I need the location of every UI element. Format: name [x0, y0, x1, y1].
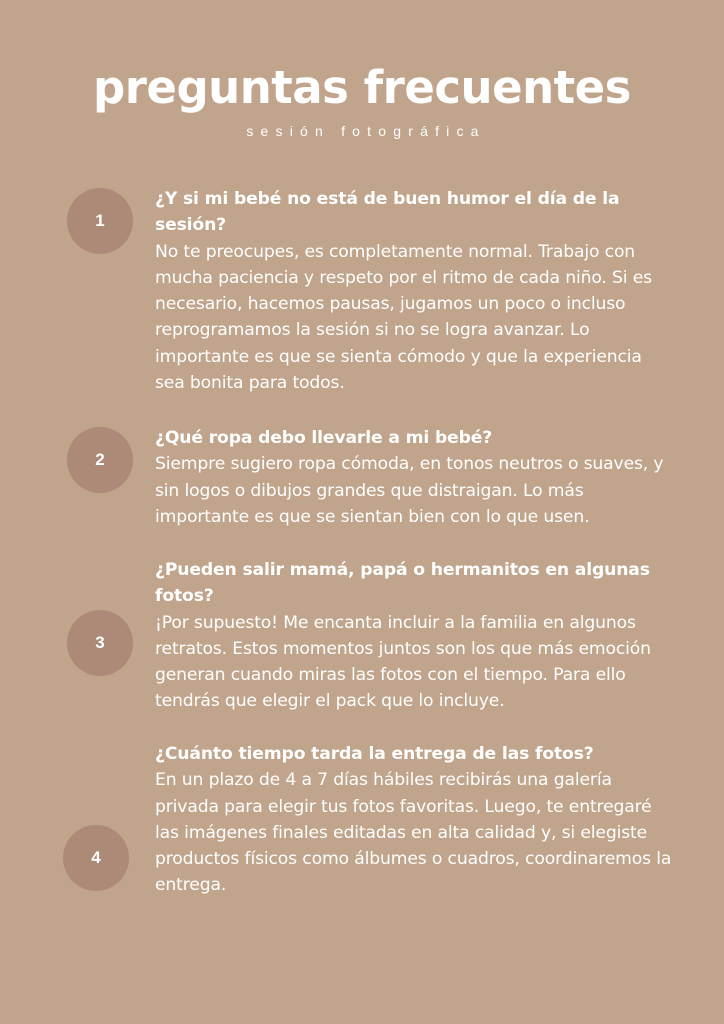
faq-answer: ¡Por supuesto! Me encanta incluir a la familia en algunos retratos. Estos momentos juntos son los que más emoción generan cuando miras las fotos con el tiempo. Para ello tendrás que elegir el pack que lo incluye. [155, 612, 651, 712]
faq-number-badge: 1 [67, 188, 133, 254]
faq-question: ¿Pueden salir mamá, papá o hermanitos en algunas fotos? [155, 560, 650, 607]
faq-answer: En un plazo de 4 a 7 días hábiles recibirás una galería privada para elegir tus fotos favoritas. Luego, te entregaré las imágenes finales editadas en alta calidad y, si elegiste productos físicos como álbumes o cuadros, coordinaremos la entrega. [155, 770, 672, 896]
faq-question: ¿Cuánto tiempo tarda la entrega de las fotos? [155, 744, 594, 764]
faq-text [155, 557, 675, 715]
page-subtitle: sesión fotográfica [246, 123, 486, 139]
page-title: preguntas frecuentes [93, 61, 631, 114]
faq-number-badge: 4 [63, 825, 129, 891]
faq-question: ¿Qué ropa debo llevarle a mi bebé? [155, 428, 493, 448]
faq-number-badge: 3 [67, 610, 133, 676]
faq-question: ¿Y si mi bebé no está de buen humor el día de la sesión? [155, 189, 620, 236]
faq-text [155, 425, 675, 530]
faq-text [155, 741, 675, 899]
faq-text [155, 186, 675, 396]
faq-answer: Siempre sugiero ropa cómoda, en tonos neutros o suaves, y sin logos o dibujos grandes que distraigan. Lo más importante es que se sientan bien con lo que usen. [155, 454, 664, 527]
faq-answer: No te preocupes, es completamente normal. Trabajo con mucha paciencia y respeto por el ritmo de cada niño. Si es necesario, hacemos pausas, jugamos un poco o incluso reprogramamos la sesión si no se logra avanzar. Lo importante es que se sienta cómodo y que la experiencia sea bonita para todos. [155, 241, 652, 394]
faq-number-badge: 2 [67, 427, 133, 493]
